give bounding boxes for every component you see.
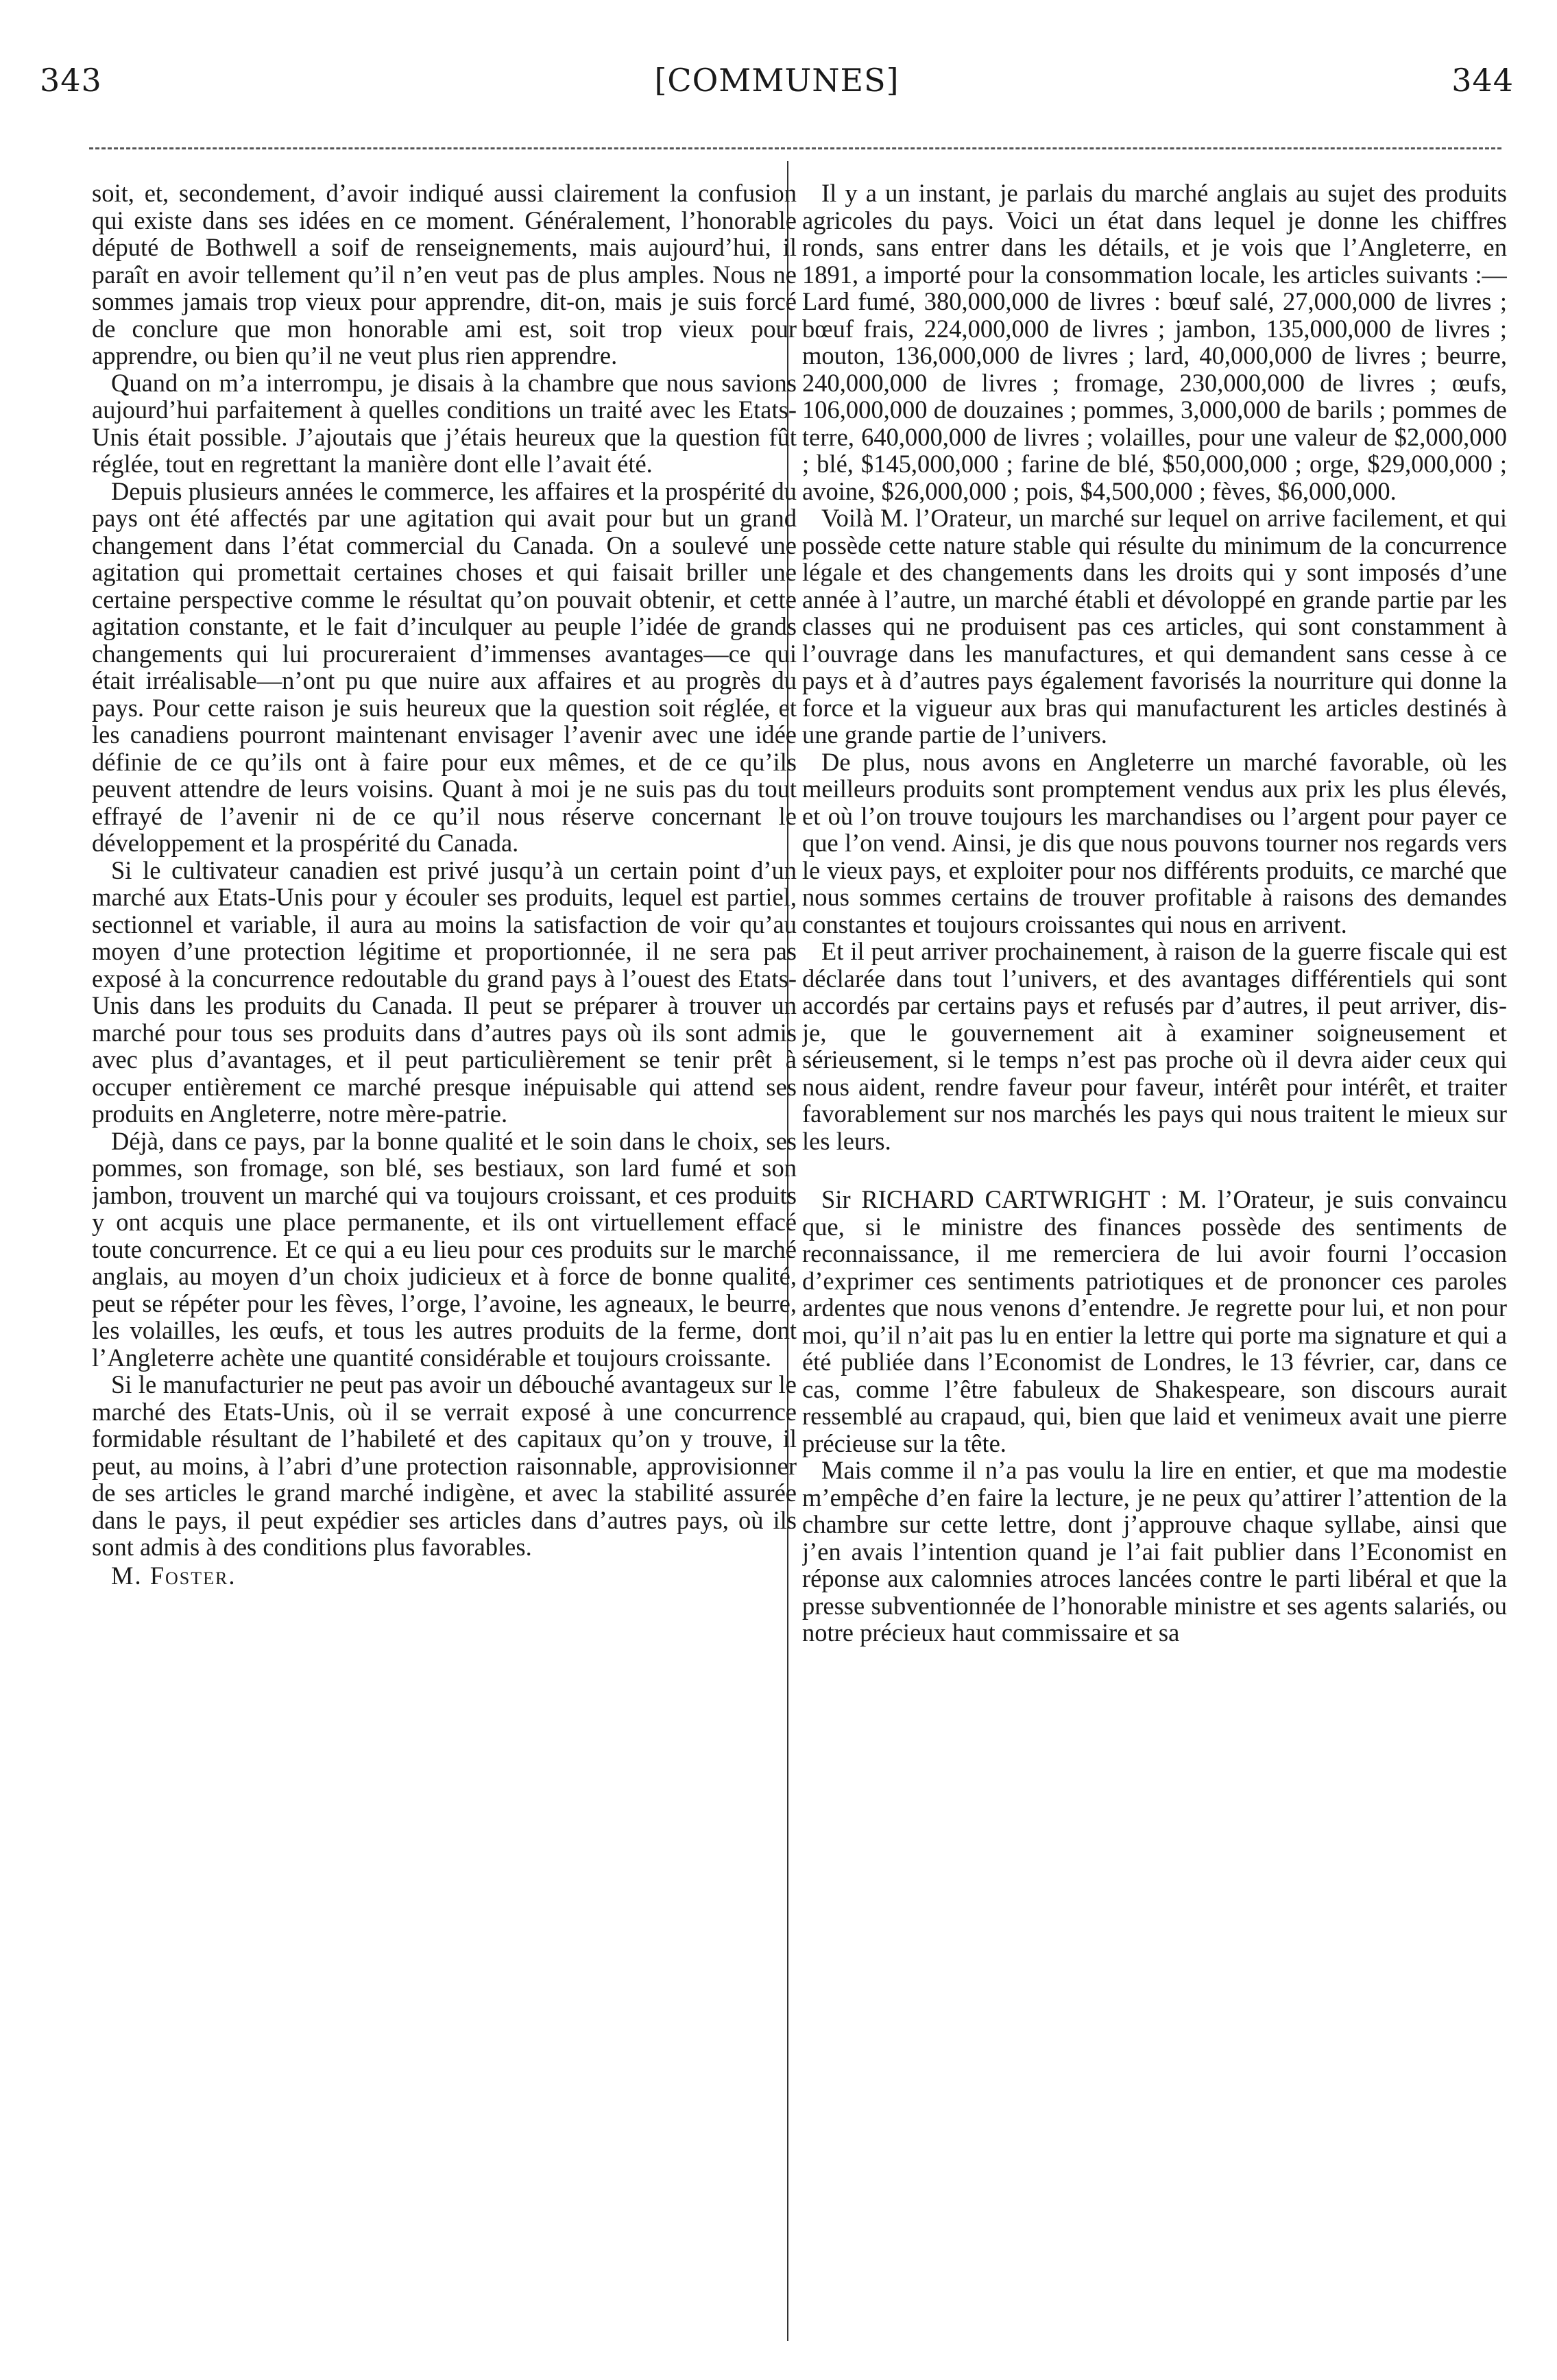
- right-column: [802, 180, 1507, 2339]
- page-number-left: 343: [40, 62, 102, 99]
- paragraph: Et il peut arriver prochainement, à raison de la guerre fiscale qui est déclarée dans tout l’univers, et des avantages différentiels qui sont accordés par certains pays et refusés par d’autres, il peut arriver, dis-je, que le gouvernement ait à examiner soigneusement et sérieusement, si le temps n’est pas proche où il devra aider ceux qui nous aident, rendre faveur pour faveur, intérêt pour intérêt, et traiter favorablement sur nos marchés les pays qui nous traitent le mieux sur les leurs.: [802, 937, 1507, 1155]
- paragraph: Voilà M. l’Orateur, un marché sur lequel on arrive facilement, et qui possède cette nature stable qui résulte du minimum de la concurrence légale et des changements dans les droits qui y sont imposés d’une année à l’autre, un marché établi et dévoloppé en grande partie par les classes qui ne produisent pas ces articles, qui sont constamment à l’ouvrage dans les manufactures, et qui demandent sans cesse à ce pays et à d’autres pays également favorisés la nourriture qui donne la force et la vigueur aux bras qui manufacturent les articles destinés à une grande partie de l’univers.: [802, 504, 1507, 749]
- running-title: [COMMUNES]: [654, 62, 900, 99]
- paragraph: Si le cultivateur canadien est privé jusqu’à un certain point d’un marché aux Etats-Unis pour y écouler ses produits, lequel est partiel, sectionnel et variable, il aura au moins la satisfaction de voir qu’au moyen d’une protection légitime et proportionnée, il ne sera pas exposé à la concurrence redoutable du grand pays à l’ouest des Etats-Unis dans les produits du Canada. Il peut se préparer à trouver un marché pour tous ses produits dans d’autres pays où ils sont admis avec plus d’avantages, et il peut particulièrement se tenir prêt à occuper entièrement ce marché presque inépuisable qui attend ses produits en Angleterre, notre mère-patrie.: [92, 855, 797, 1128]
- speaker-signature: M. Foster.: [111, 1561, 237, 1590]
- paragraph: Mais comme il n’a pas voulu la lire en entier, et que ma modestie m’empêche d’en faire la lecture, je ne peux qu’attirer l’attention de la chambre sur cette lettre, dont j’approuve chaque syllabe, ainsi que j’en avais l’intention quand je l’ai fait publier dans l’Economist en réponse aux calomnies atroces lancées contre le parti libéral et que la presse subventionnée de l’honorable ministre et ses agents salariés, ou notre précieux haut commissaire et sa: [802, 1456, 1507, 1647]
- paragraph: Depuis plusieurs années le commerce, les affaires et la prospérité du pays ont été affectés par une agitation qui avait pour but un grand changement dans l’état commercial du Canada. On a soulevé une agitation qui promettait certaines choses et qui faisait briller une certaine perspective comme le résultat qu’on pouvait obtenir, et cette agitation constante, et le fait d’inculquer au peuple l’idée de grands changements qui lui procureraient d’immenses avantages—ce qui était irréalisable—n’ont pu que nuire aux affaires et au progrès du pays. Pour cette raison je suis heureux que la question soit réglée, et les canadiens pourront maintenant envisager l’avenir avec une idée définie de ce qu’ils ont à faire pour eux mêmes, et de ce qu’ils peuvent attendre de leurs voisins. Quant à moi je ne suis pas du tout effrayé de l’avenir ni de ce qu’il nous réserve concernant le développement et la prospérité du Canada.: [92, 476, 797, 857]
- paragraph: Déjà, dans ce pays, par la bonne qualité et le soin dans le choix, ses pommes, son fromage, son blé, ses bestiaux, son lard fumé et son jambon, trouvent un marché qui va toujours croissant, et ces produits y ont acquis une place permanente, et ils ont virtuellement effacé toute concurrence. Et ce qui a eu lieu pour ces produits sur le marché anglais, au moyen d’un choix judicieux et à force de bonne qualité, peut se répéter pour les fèves, l’orge, l’avoine, les agneaux, le beurre, les volailles, les œufs, et tous les autres produits de la ferme, dont l’Angleterre achète une quantité considérable et toujours croissante.: [92, 1126, 797, 1372]
- header-rule: [89, 147, 1501, 149]
- left-column: [92, 180, 797, 2339]
- paragraph: Quand on m’a interrompu, je disais à la chambre que nous savions aujourd’hui parfaitement à quelles conditions un traité avec les Etats-Unis était possible. J’ajoutais que j’étais heureux que la question fût réglée, tout en regrettant la manière dont elle l’avait été.: [92, 368, 797, 478]
- paragraph: soit, et, secondement, d’avoir indiqué aussi clairement la confusion qui existe dans ses idées en ce moment. Généralement, l’honorable député de Bothwell a soif de renseignements, mais aujourd’hui, il paraît en avoir tellement qu’il n’en veut pas de plus amples. Nous ne sommes jamais trop vieux pour apprendre, dit-on, mais je suis forcé de conclure que mon honorable ami est, soit trop vieux pour apprendre, ou bien qu’il ne veut plus rien apprendre.: [92, 180, 797, 369]
- paragraph: Si le manufacturier ne peut pas avoir un débouché avantageux sur le marché des Etats-Unis, où il se verrait exposé à une concurrence formidable résultant de l’habileté et des capitaux qu’on y trouve, il peut, au moins, à l’abri d’une protection raisonnable, approvisionner de ses articles le grand marché indigène, et avec la stabilité assurée dans le pays, il peut expédier ses articles dans d’autres pays, où ils sont admis à des conditions plus favorables.: [92, 1370, 797, 1561]
- page-header: [40, 62, 1514, 117]
- paragraph: Il y a un instant, je parlais du marché anglais au sujet des produits agricoles du pays. Voici un état dans lequel je donne les chiffres ronds, sans entrer dans les détails, et je vois que l’Angleterre, en 1891, a importé pour la consommation locale, les articles suivants :—Lard fumé, 380,000,000 de livres : bœuf salé, 27,000,000 de livres ; bœuf frais, 224,000,000 de livres ; jambon, 135,000,000 de livres ; mouton, 136,000,000 de livres ; lard, 40,000,000 de livres ; beurre, 240,000,000 de livres ; fromage, 230,000,000 de livres ; œufs, 106,000,000 de douzaines ; pommes, 3,000,000 de barils ; pommes de terre, 640,000,000 de livres ; volailles, pour une valeur de $2,000,000 ; blé, $145,000,000 ; farine de blé, $50,000,000 ; orge, $29,000,000 ; avoine, $26,000,000 ; pois, $4,500,000 ; fèves, $6,000,000.: [802, 180, 1507, 505]
- speaker-paragraph: Sir RICHARD CARTWRIGHT : M. l’Orateur, je suis convaincu que, si le ministre des finances possède des sentiments de reconnaissance, il me remerciera de lui avoir fourni l’occasion d’exprimer ces sentiments patriotiques et de prononcer ces paroles ardentes que nous venons d’entendre. Je regrette pour lui, et non pour moi, qu’il n’ait pas lu en entier la lettre qui porte ma signature et qui a été publiée dans l’Economist de Londres, le 13 février, car, dans ce cas, comme l’être fabuleux de Shakespeare, son discours aurait ressemblé au crapaud, qui, bien que laid et venimeux avait une pierre précieuse sur la tête.: [802, 1185, 1507, 1457]
- paragraph: De plus, nous avons en Angleterre un marché favorable, où les meilleurs produits sont promptement vendus aux prix les plus élevés, et où l’on trouve toujours les marchandises ou l’argent pour payer ce que l’on vend. Ainsi, je dis que nous pouvons tourner nos regards vers le vieux pays, et exploiter pour nos différents produits, ce marché que nous sommes certains de trouver profitable à raisons des demandes constantes et toujours croissantes qui nous en arrivent.: [802, 747, 1507, 938]
- page-number-right: 344: [1451, 62, 1514, 99]
